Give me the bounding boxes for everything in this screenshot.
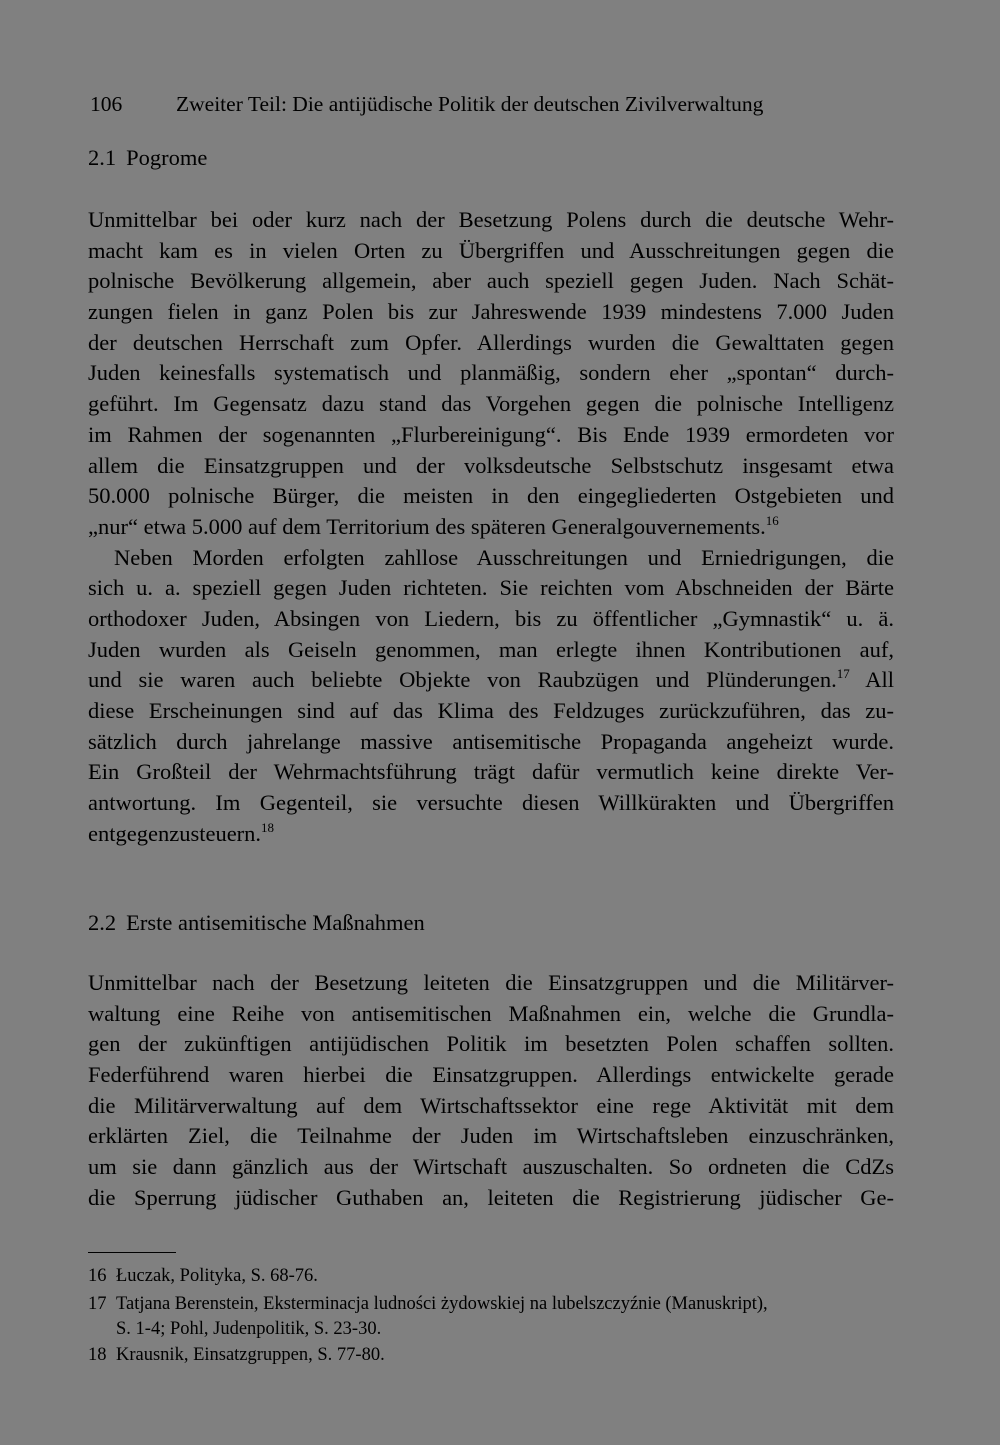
text-line: sich u. a. speziell gegen Juden richteten. Sie reichten vom Abschneiden der Bärte (88, 575, 894, 601)
running-title: Zweiter Teil: Die antijüdische Politik der deutschen Zivilverwaltung (176, 92, 764, 116)
text-line: Unmittelbar nach der Besetzung leiteten die Einsatzgruppen und die Militärver- (88, 970, 894, 995)
text-line: diese Erscheinungen sind auf das Klima des Feldzuges zurückzuführen, das zu- (88, 698, 894, 723)
text-line: polnische Bevölkerung allgemein, aber auch speziell gegen Juden. Nach Schät- (88, 268, 894, 294)
text-line: macht kam es in vielen Orten zu Übergriffen und Ausschreitungen gegen die (88, 237, 894, 263)
footnote-number: 18 (88, 1345, 107, 1365)
text-line: um sie dann gänzlich aus der Wirtschaft auszuschalten. So ordneten die CdZs (88, 1154, 894, 1180)
text-line (88, 819, 894, 850)
footnote-ref-16: 16 (765, 512, 779, 528)
text-line: Juden keinesfalls systematisch und planmäßig, sondern eher „spontan“ durch- (88, 360, 894, 386)
section-heading-massnahmen (88, 908, 425, 938)
text-line (88, 665, 894, 696)
footnote-ref-18: 18 (261, 819, 275, 835)
text-line: antwortung. Im Gegenteil, sie versuchte diesen Willkürakten und Übergriffen (88, 790, 894, 816)
section-title: Pogrome (126, 145, 208, 170)
text-line: der deutschen Herrschaft zum Opfer. Allerdings wurden die Gewalttaten gegen (88, 329, 894, 355)
text-line: waltung eine Reihe von antisemitischen Maßnahmen ein, welche die Grundla- (88, 1000, 894, 1026)
footnote-text: Krausnik, Einsatzgruppen, S. 77-80. (116, 1345, 385, 1365)
text-line: die Militärverwaltung auf dem Wirtschaftssektor eine rege Aktivität mit dem (88, 1092, 894, 1118)
page-number: 106 (90, 92, 123, 116)
section-title: Erste antisemitische Maßnahmen (126, 910, 425, 935)
section-heading-pogrome (88, 143, 207, 173)
paragraph-massnahmen (88, 968, 894, 1214)
text-fragment: und sie waren auch beliebte Objekte von Raubzügen und Plünderungen. (88, 667, 837, 693)
text-line: zungen fielen in ganz Polen bis zur Jahreswende 1939 mindestens 7.000 Juden (88, 299, 894, 325)
footnote-text: Łuczak, Polityka, S. 68-76. (116, 1266, 318, 1286)
text-line: 50.000 polnische Bürger, die meisten in den eingegliederten Ostgebieten und (88, 483, 894, 509)
text-line: die Sperrung jüdischer Guthaben an, leiteten die Registrierung jüdischer Ge- (88, 1184, 894, 1210)
text-line: Neben Morden erfolgten zahllose Ausschreitungen und Erniedrigungen, die (114, 544, 894, 570)
text-line: im Rahmen der sogenannten „Flurbereinigung“. Bis Ende 1939 ermordeten vor (88, 421, 894, 447)
text-line: erklärten Ziel, die Teilnahme der Juden im Wirtschaftsleben einzuschränken, (88, 1123, 894, 1149)
text-line: gen der zukünftigen antijüdischen Politik im besetzten Polen schaffen sollten. (88, 1031, 894, 1057)
footnote-text-continued: S. 1-4; Pohl, Judenpolitik, S. 23-30. (116, 1319, 382, 1339)
text-line: Ein Großteil der Wehrmachtsführung trägt dafür vermutlich keine direkte Ver- (88, 759, 894, 785)
text-line: Unmittelbar bei oder kurz nach der Besetzung Polens durch die deutsche Wehr- (88, 207, 894, 232)
text-line: orthodoxer Juden, Absingen von Liedern, bis zu öffentlicher „Gymnastik“ u. ä. (88, 605, 894, 631)
footnote-18 (88, 1343, 908, 1368)
text-line: Juden wurden als Geiseln genommen, man erlegte ihnen Kontributionen auf, (88, 636, 894, 662)
text-fragment: entgegenzusteuern. (88, 820, 262, 846)
footnote-number: 16 (88, 1266, 107, 1286)
footnote-16 (88, 1264, 908, 1289)
section-number: 2.2 (88, 910, 117, 935)
footnote-divider (88, 1252, 176, 1253)
footnote-ref-17: 17 (836, 666, 850, 682)
text-fragment: „nur“ etwa 5.000 auf dem Territorium des späteren Generalgouvernements. (88, 513, 766, 539)
text-line: sätzlich durch jahrelange massive antisemitische Propaganda angeheizt wurde. (88, 728, 894, 754)
text-line: allem die Einsatzgruppen und der volksdeutsche Selbstschutz insgesamt etwa (88, 452, 894, 478)
text-line: Federführend waren hierbei die Einsatzgruppen. Allerdings entwickelte gerade (88, 1062, 894, 1088)
paragraph-pogrome-1 (88, 205, 894, 849)
text-fragment: All (849, 667, 894, 693)
footnote-text: Tatjana Berenstein, Eksterminacja ludności żydowskiej na lubelszczyźnie (Manuskript), (116, 1294, 768, 1314)
running-header (90, 89, 920, 119)
footnote-17 (88, 1292, 908, 1342)
text-line (88, 512, 894, 543)
section-number: 2.1 (88, 145, 117, 170)
text-line: geführt. Im Gegensatz dazu stand das Vorgehen gegen die polnische Intelligenz (88, 391, 894, 417)
footnote-number: 17 (88, 1294, 107, 1314)
